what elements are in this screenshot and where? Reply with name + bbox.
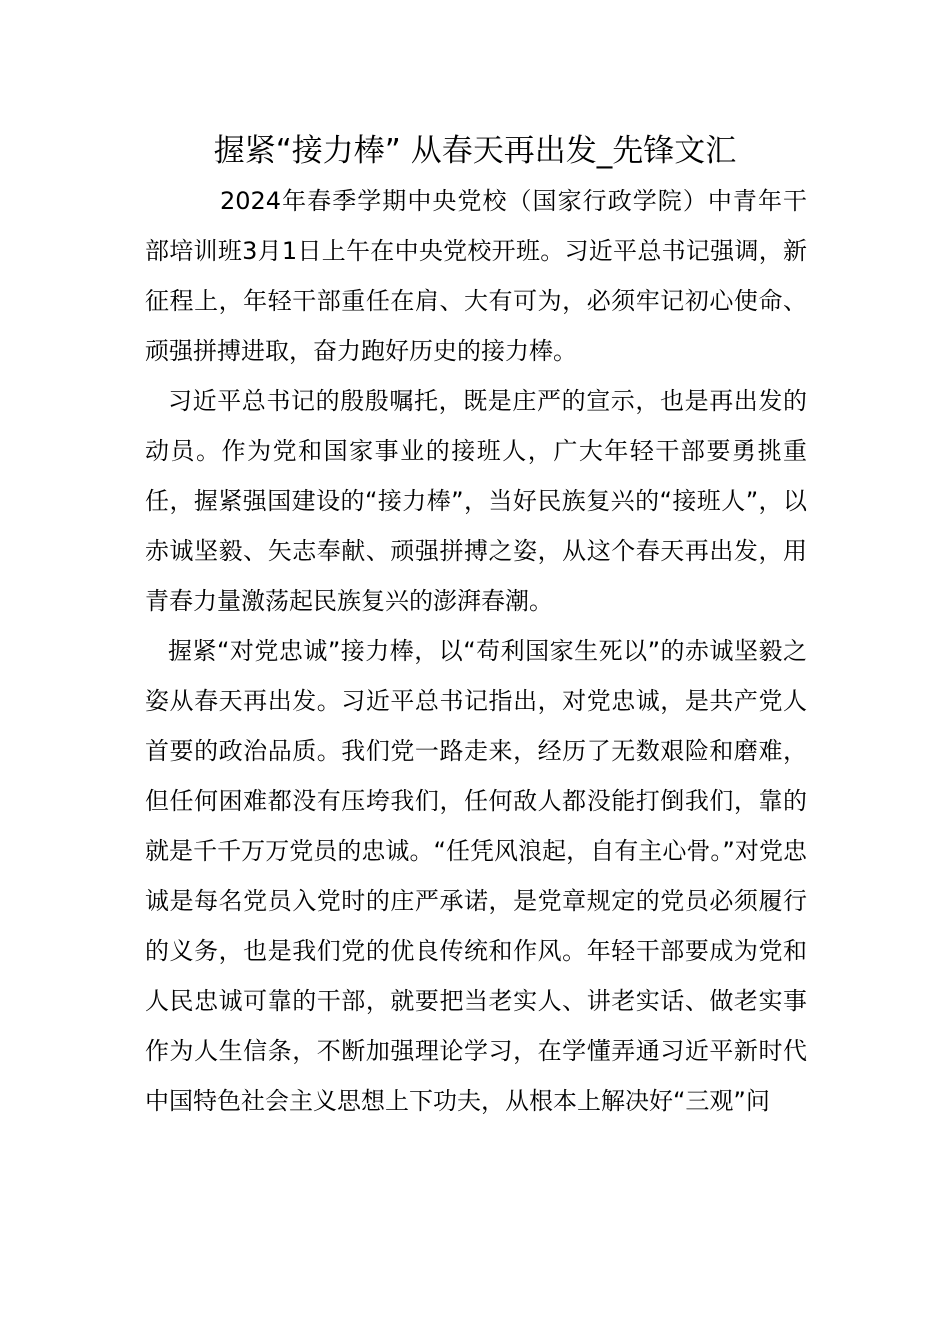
document-body: [145, 176, 807, 1126]
document-title: 握紧“接力棒” 从春天再出发_先锋文汇: [213, 133, 737, 169]
paragraph-intro: 2024年春季学期中央党校（国家行政学院）中青年干部培训班3月1日上午在中央党校开班。习近平总书记强调，新征程上，年轻干部重任在肩、大有可为，必须牢记初心使命、顽强拼搏进取，奋力跑好历史的接力棒。: [145, 187, 807, 365]
paragraph-loyalty: 握紧“对党忠诚”接力棒，以“苟利国家生死以”的赤诚坚毅之姿从春天再出发。习近平总书记指出，对党忠诚，是共产党人首要的政治品质。我们党一路走来，经历了无数艰险和磨难，但任何困难都没有压垮我们，任何敌人都没能打倒我们，靠的就是千千万万党员的忠诚。“任凭风浪起，自有主心骨。”对党忠诚是每名党员入党时的庄严承诺，是党章规定的党员必须履行的义务，也是我们党的优良传统和作风。年轻干部要成为党和人民忠诚可靠的干部，就要把当老实人、讲老实话、做老实事作为人生信条，不断加强理论学习，在学懂弄通习近平新时代中国特色社会主义思想上下功夫，从根本上解决好“三观”问: [145, 637, 807, 1115]
paragraph-instruction: 习近平总书记的殷殷嘱托，既是庄严的宣示，也是再出发的动员。作为党和国家事业的接班人，广大年轻干部要勇挑重任，握紧强国建设的“接力棒”，当好民族复兴的“接班人”，以赤诚坚毅、矢志奉献、顽强拼搏之姿，从这个春天再出发，用青春力量激荡起民族复兴的澎湃春潮。: [145, 387, 807, 615]
